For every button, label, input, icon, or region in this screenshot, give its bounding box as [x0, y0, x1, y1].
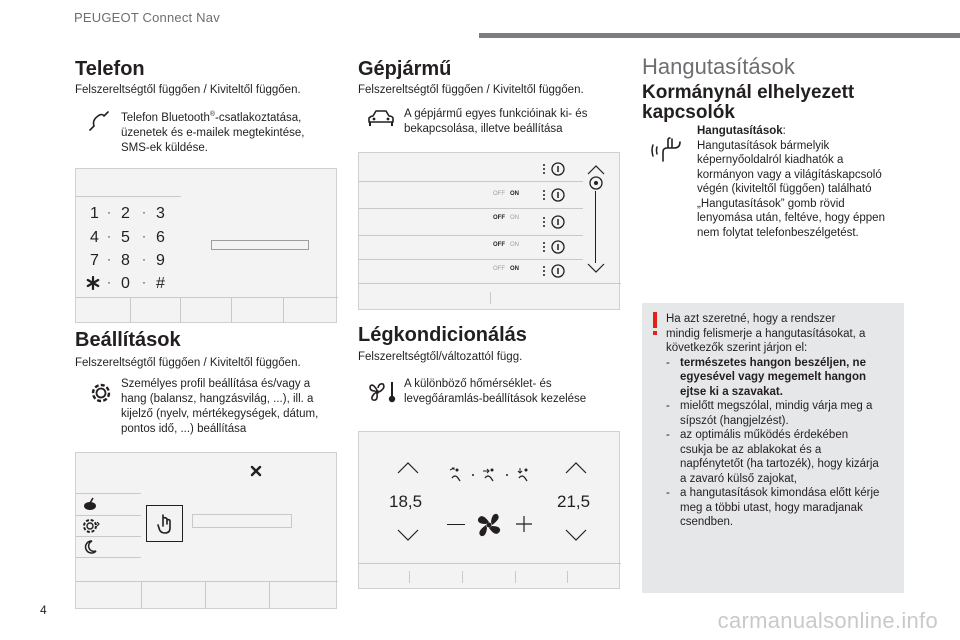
fan-icon — [474, 510, 504, 540]
key-star-icon[interactable] — [86, 276, 100, 290]
legkondi-description: A különböző hőmérséklet- és levegőáramlás-beállítások kezelése — [404, 378, 587, 405]
page-header — [0, 0, 960, 44]
profile-settings-icon[interactable] — [81, 516, 101, 536]
beallitasok-screen — [75, 452, 337, 609]
warning-exclamation-icon — [651, 312, 659, 336]
temp-left-up-icon[interactable] — [397, 462, 419, 474]
separator-dot: · — [142, 229, 146, 243]
toggle-3[interactable]: OFF ON — [493, 242, 520, 248]
gepjarmu-subtitle: Felszereltségtől függően / Kiviteltől függően. — [358, 84, 584, 96]
beallitasok-subtitle: Felszereltségtől függően / Kiviteltől függően. — [75, 357, 301, 369]
night-mode-moon-icon[interactable] — [82, 539, 98, 555]
key-4[interactable]: 4 — [90, 229, 99, 246]
separator-dot: · — [107, 252, 111, 266]
gepjarmu-screen — [358, 152, 620, 310]
key-hash[interactable]: # — [156, 275, 165, 292]
key-1[interactable]: 1 — [90, 205, 99, 222]
fan-increase-button[interactable] — [515, 515, 533, 533]
fan-decrease-button[interactable] — [447, 524, 465, 525]
section-title-legkondi: Légkondicionálás — [358, 324, 527, 346]
more-info-icon[interactable] — [541, 162, 567, 176]
beallitasok-description: Személyes profil beállítása és/vagy a hang (balansz, hangzásvilág, ...), ill. a kijelző (nyelv, mértékegységek, dátum, pontos idő, ...) beállítása — [121, 378, 319, 435]
gear-icon — [88, 380, 114, 406]
airflow-distribution-icons[interactable] — [447, 466, 535, 484]
separator-dot: · — [142, 205, 146, 219]
separator-dot: · — [107, 229, 111, 243]
separator-dot: · — [107, 205, 111, 219]
watermark: carmanualsonline.info — [717, 608, 938, 633]
toggle-2[interactable]: OFF ON — [493, 215, 520, 221]
warning-text: Ha azt szeretné, hogy a rendszer mindig felismerje a hangutasításokat, a következők szerint járjon el: - természetes hangon beszéljen, ne egyesével vagy megemelt hangon ejtse ki a szavakat. - mielőtt megszólal, mindig várja meg a sípszót (hangjelzést). - az optimális működés érdekében csukja be az ablakokat és a napfénytetőt (ha tartozék), hogy kizárja a zavaró külső zajokat, - a hangutasítások kimondása előtt kérje meg a többi utast, hogy maradjanak csendben. — [666, 312, 898, 530]
legkondi-subtitle: Felszereltségtől/változattól függ. — [358, 351, 523, 363]
warning-list-item: - mielőtt megszólal, mindig várja meg a sípszót (hangjelzést). — [666, 400, 873, 427]
page-number: 4 — [40, 603, 47, 617]
temp-right-up-icon[interactable] — [565, 462, 587, 474]
section-title-beallitasok: Beállítások — [75, 329, 181, 351]
display-settings-button[interactable] — [146, 505, 183, 542]
telefon-subtitle: Felszereltségtől függően / Kiviteltől függően. — [75, 84, 301, 96]
separator-dot: · — [142, 252, 146, 266]
scroll-up-icon[interactable] — [587, 165, 605, 175]
section-title-telefon: Telefon — [75, 58, 145, 80]
key-2[interactable]: 2 — [121, 205, 130, 222]
key-6[interactable]: 6 — [156, 229, 165, 246]
legkondi-screen — [358, 431, 620, 589]
temperature-right: 21,5 — [557, 492, 591, 511]
toggle-1[interactable]: OFF ON — [493, 191, 520, 197]
section-title-hangutasitasok: Hangutasítások — [642, 54, 795, 79]
voice-command-icon — [650, 136, 686, 164]
header-bar — [479, 33, 960, 38]
telefon-description: Telefon Bluetooth®-csatlakoztatása, üzenetek és e-mailek megtekintése, SMS-ek küldése. — [121, 111, 305, 154]
setting-field[interactable] — [192, 514, 292, 528]
more-info-icon[interactable] — [541, 188, 567, 202]
toggle-4[interactable]: OFF ON — [493, 266, 520, 272]
car-icon — [366, 108, 396, 130]
scrollbar-track[interactable] — [595, 191, 596, 263]
more-info-icon[interactable] — [541, 215, 567, 229]
sound-settings-icon[interactable] — [82, 496, 98, 512]
kormany-kapcsolok-title: Kormánynál elhelyezett kapcsolók — [642, 82, 855, 123]
key-0[interactable]: 0 — [121, 275, 130, 292]
warning-list-item: - természetes hangon beszéljen, ne egyesével vagy megemelt hangon ejtse ki a szavakat. — [666, 356, 866, 398]
section-title-gepjarmu: Gépjármű — [358, 58, 452, 80]
scroll-thumb-icon[interactable] — [588, 175, 604, 191]
key-3[interactable]: 3 — [156, 205, 165, 222]
climate-fan-temperature-icon — [366, 379, 400, 405]
close-icon[interactable] — [250, 465, 262, 477]
gepjarmu-description: A gépjármű egyes funkcióinak ki- és bekapcsolása, illetve beállítása — [404, 108, 588, 135]
warning-list-item: - a hangutasítások kimondása előtt kérje meg a többi utast, hogy maradjanak csendben. — [666, 487, 880, 528]
hangutasitasok-description: Hangutasítások: Hangutasítások bármelyik képernyőoldalról kiadhatók a kormányon vagy a világításkapcsoló végén (kiviteltől függően) található „Hangutasítások” gomb rövid lenyomása után, feltéve, hogy éppen nem folytat telefonbeszélgetést. — [697, 125, 885, 239]
separator-dot: · — [142, 275, 146, 289]
scroll-down-icon[interactable] — [587, 263, 605, 273]
telefon-screen — [75, 168, 337, 323]
key-5[interactable]: 5 — [121, 229, 130, 246]
separator-dot: · — [107, 275, 111, 289]
header-title: PEUGEOT Connect Nav — [74, 10, 220, 25]
phone-icon — [86, 108, 112, 134]
temperature-left: 18,5 — [389, 492, 423, 511]
more-info-icon[interactable] — [541, 240, 567, 254]
key-7[interactable]: 7 — [90, 252, 99, 269]
temp-right-down-icon[interactable] — [565, 529, 587, 541]
temp-left-down-icon[interactable] — [397, 529, 419, 541]
key-9[interactable]: 9 — [156, 252, 165, 269]
key-8[interactable]: 8 — [121, 252, 130, 269]
touch-hand-icon — [154, 512, 176, 536]
dial-input-field[interactable] — [211, 240, 309, 250]
more-info-icon[interactable] — [541, 264, 567, 278]
warning-list-item: - az optimális működés érdekében csukja be az ablakokat és a napfénytetőt (ha tartozék), hogy kizárja a zavaró külső zajokat, — [666, 429, 879, 485]
